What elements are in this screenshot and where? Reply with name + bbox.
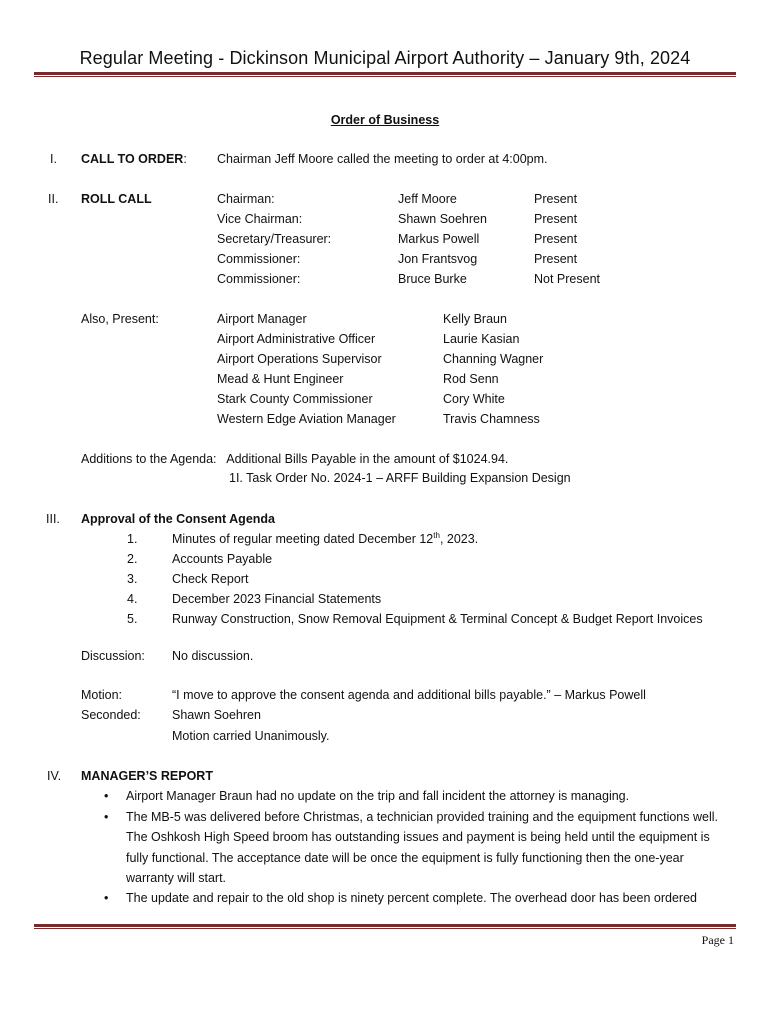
roll-status: Present	[534, 212, 578, 226]
section-numeral: I.	[50, 152, 57, 166]
section-numeral: IV.	[47, 769, 62, 783]
roll-status: Present	[534, 252, 578, 266]
consent-item: December 2023 Financial Statements	[172, 592, 382, 606]
call-to-order-text: Chairman Jeff Moore called the meeting to order at 4:00pm.	[217, 152, 548, 166]
motion-result: Motion carried Unanimously.	[172, 729, 330, 743]
also-present-label: Also, Present:	[81, 312, 159, 326]
roll-name: Jon Frantsvog	[398, 252, 478, 266]
discussion-text: No discussion.	[172, 649, 254, 663]
managers-report-title: MANAGER’S REPORT	[81, 769, 213, 783]
roll-name: Markus Powell	[398, 232, 480, 246]
footer-rule-thin	[34, 928, 736, 929]
guest-name: Channing Wagner	[443, 352, 544, 366]
consent-item-number: 4.	[127, 592, 138, 606]
roll-role: Commissioner:	[217, 272, 301, 286]
roll-name: Jeff Moore	[398, 192, 457, 206]
report-line: fully functional. The acceptance date will be once the equipment is fully functioning then the one-year	[126, 851, 684, 865]
footer-rule	[34, 924, 736, 927]
order-of-business-heading: Order of Business	[330, 113, 440, 127]
consent-item-number: 2.	[127, 552, 138, 566]
guest-role: Mead & Hunt Engineer	[217, 372, 344, 386]
additions-item: 1I. Task Order No. 2024-1 – ARFF Building Expansion Design	[229, 471, 571, 485]
guest-name: Laurie Kasian	[443, 332, 520, 346]
guest-name: Cory White	[443, 392, 505, 406]
bullet-icon: •	[104, 891, 109, 905]
consent-agenda-title: Approval of the Consent Agenda	[81, 512, 275, 526]
guest-name: Travis Chamness	[443, 412, 540, 426]
consent-item: Runway Construction, Snow Removal Equipment & Terminal Concept & Budget Report Invoices	[172, 612, 703, 626]
roll-status: Present	[534, 232, 578, 246]
roll-role: Chairman:	[217, 192, 275, 206]
consent-item-number: 5.	[127, 612, 138, 626]
consent-item: Check Report	[172, 572, 249, 586]
roll-status: Present	[534, 192, 578, 206]
guest-role: Airport Operations Supervisor	[217, 352, 382, 366]
header-rule	[34, 72, 736, 75]
consent-item-number: 3.	[127, 572, 138, 586]
additions-to-agenda: Additions to the Agenda: Additional Bills Payable in the amount of $1024.94.	[81, 452, 509, 466]
page-title: Regular Meeting - Dickinson Municipal Airport Authority – January 9th, 2024	[79, 48, 691, 68]
section-numeral: III.	[46, 512, 60, 526]
consent-item: Minutes of regular meeting dated December 12th, 2023.	[172, 530, 479, 546]
header-rule-thin	[34, 76, 736, 77]
motion-label: Motion:	[81, 688, 122, 702]
bullet-icon: •	[104, 810, 109, 824]
bullet-icon: •	[104, 789, 109, 803]
page-number: Page 1	[701, 933, 734, 947]
report-line: warranty will start.	[126, 871, 227, 885]
roll-role: Vice Chairman:	[217, 212, 303, 226]
guest-role: Stark County Commissioner	[217, 392, 373, 406]
roll-name: Bruce Burke	[398, 272, 467, 286]
call-to-order-label: CALL TO ORDER:	[81, 152, 187, 166]
guest-role: Airport Manager	[217, 312, 307, 326]
roll-name: Shawn Soehren	[398, 212, 487, 226]
guest-role: Western Edge Aviation Manager	[217, 412, 396, 426]
roll-role: Commissioner:	[217, 252, 301, 266]
guest-name: Kelly Braun	[443, 312, 507, 326]
report-line: The Oshkosh High Speed broom has outstanding issues and payment is being held until the equipment is	[126, 830, 710, 844]
motion-text: “I move to approve the consent agenda and additional bills payable.” – Markus Powell	[172, 688, 646, 702]
roll-role: Secretary/Treasurer:	[217, 232, 332, 246]
report-line: Airport Manager Braun had no update on the trip and fall incident the attorney is managing.	[126, 789, 630, 803]
report-line: The MB-5 was delivered before Christmas, a technician provided training and the equipment functions well.	[126, 810, 718, 824]
consent-item: Accounts Payable	[172, 552, 273, 566]
seconded-label: Seconded:	[81, 708, 141, 722]
roll-status: Not Present	[534, 272, 601, 286]
report-line: The update and repair to the old shop is ninety percent complete. The overhead door has been ordered	[126, 891, 697, 905]
guest-role: Airport Administrative Officer	[217, 332, 376, 346]
discussion-label: Discussion:	[81, 649, 145, 663]
section-numeral: II.	[48, 192, 59, 206]
guest-name: Rod Senn	[443, 372, 499, 386]
roll-call-label: ROLL CALL	[81, 192, 152, 206]
seconded-text: Shawn Soehren	[172, 708, 261, 722]
consent-item-number: 1.	[127, 532, 138, 546]
